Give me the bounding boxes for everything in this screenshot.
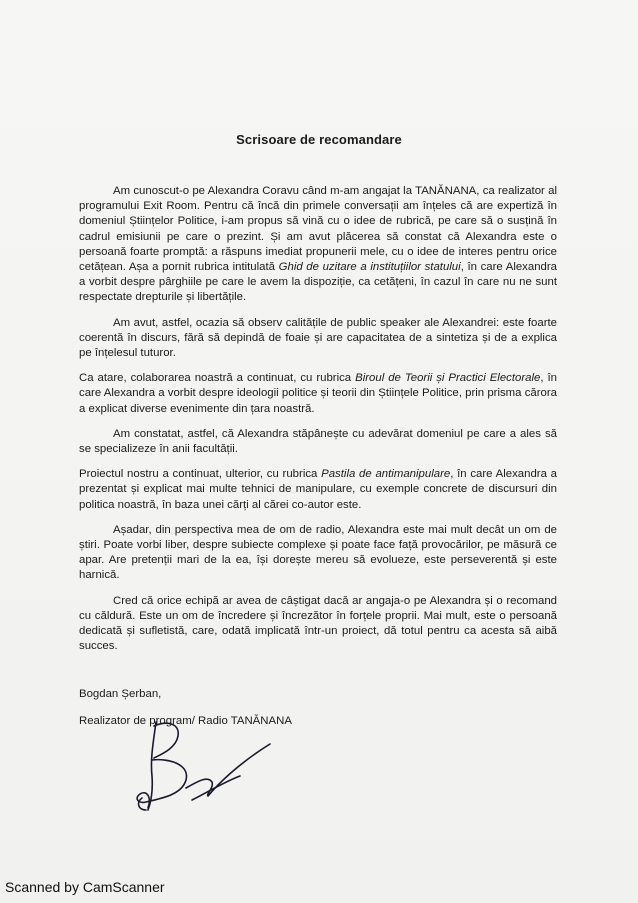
- paragraph-3: [79, 371, 557, 417]
- signoff-role: Realizator de program/ Radio TANĂNANA: [79, 715, 292, 727]
- letter-title: Scrisoare de recomandare: [236, 132, 402, 147]
- letter-body: [79, 184, 557, 664]
- paragraph-6: Așadar, din perspectiva mea de om de radio, Alexandra este mai mult decât un om de știri. Poate vorbi liber, despre subiecte complexe și poate face față provocărilor, pe măsură ce apar. Are pretenții mari de la ea, își dorește mereu să evolueze, este perseverentă și este harnică.: [79, 523, 557, 582]
- rubric-name-pastila: Pastila de antimanipulare: [321, 468, 451, 481]
- paragraph-7: Cred că orice echipă ar avea de câștigat dacă ar angaja-o pe Alexandra și o recomand cu căldură. Este un om de încredere și încrezător în forțele proprii. Mai mult, este o persoană dedicată și sufletistă, care, odată implicată într-un proiect, dă totul pentru ca acesta să aibă succes.: [79, 594, 557, 653]
- paragraph-1-text-a: Am cunoscut-o pe Alexandra Coravu când m-am angajat la TANĂNANA, ca realizator al programului Exit Room. Pentru că încă din primele conversații am înțeles că are expertiză în domeniul Științelor Politice, i-am propus să vină cu o idee de rubrică, pe care să o susțină în cadrul emisiunii pe care o prezint. Și am avut plăcerea să constat că Alexandra este o persoană foarte promptă: a răspuns imediat propunerii mele, cu o idee de interes pentru orice cetățean. Așa a pornit rubrica intitulată: [79, 185, 557, 274]
- scanner-watermark: Scanned by CamScanner: [5, 879, 165, 895]
- paragraph-1: [79, 184, 557, 306]
- paragraph-4: Am constatat, astfel, că Alexandra stăpânește cu adevărat domeniul pe care a ales să se specializeze în anii facultății.: [79, 427, 557, 456]
- paragraph-5: [79, 467, 557, 513]
- paragraph-3-text-a: Ca atare, colaborarea noastră a continuat, cu rubrica: [79, 372, 356, 385]
- rubric-name-biroul: Biroul de Teorii și Practici Electorale: [355, 372, 541, 385]
- signoff-name: Bogdan Șerban,: [79, 688, 162, 700]
- handwritten-signature: [128, 718, 298, 828]
- paragraph-2: Am avut, astfel, ocazia să observ calitățile de public speaker ale Alexandrei: este foarte coerentă în discurs, fără să depindă de foaie și are capacitatea de a sintetiza și de a explica pe înțelesul tuturor.: [79, 316, 557, 360]
- paragraph-5-text-a: Proiectul nostru a continuat, ulterior, cu rubrica: [79, 468, 322, 481]
- paragraph-3-text-b: , în care Alexandra a vorbit despre ideologii politice și teorii din Științele Politice, prin prisma cărora a explicat diverse evenimente din țara noastră.: [79, 372, 557, 415]
- rubric-name-ghid: Ghid de uzitare a instituțiilor statului: [278, 261, 461, 274]
- paragraph-5-text-b: , în care Alexandra a prezentat și explicat mai multe tehnici de manipulare, cu exemple concrete de discursuri din politica noastră, în baza unei cărți al cărei co-autor este.: [79, 468, 558, 511]
- paragraph-1-text-b: , în care Alexandra a vorbit despre pârghiile pe care le avem la dispoziție, ca cetățeni, în cazul în care nu ne sunt respectate drepturile și libertățile.: [79, 261, 558, 304]
